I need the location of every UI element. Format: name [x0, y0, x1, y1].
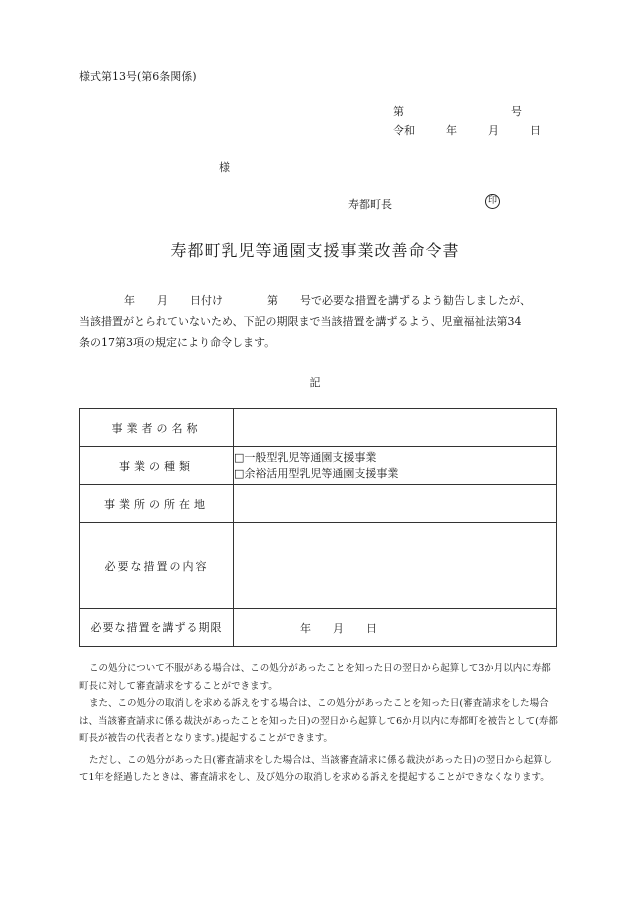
label-deadline: 必要な措置を講ずる期限	[80, 609, 234, 647]
label-business-name: 事業者の名称	[80, 409, 234, 447]
date-month: 月	[488, 124, 499, 137]
ki-heading: 記	[309, 376, 321, 389]
date-day: 日	[530, 124, 541, 137]
issue-date	[393, 122, 541, 138]
label-business-type: 事業の種類	[80, 447, 234, 485]
value-deadline[interactable]: 年 月 日	[234, 609, 557, 647]
value-business-type	[234, 447, 557, 485]
order-body-line-3: 条の17第3項の規定により命令します。	[79, 336, 276, 349]
order-body	[79, 290, 559, 353]
table-row	[80, 485, 557, 523]
value-business-name[interactable]	[234, 409, 557, 447]
date-era: 令和	[393, 124, 415, 137]
table-row	[80, 609, 557, 647]
table-row	[80, 409, 557, 447]
details-table	[79, 408, 557, 647]
seal-mark: 印	[485, 194, 500, 209]
addressee-suffix: 様	[219, 161, 230, 174]
option-surplus-type[interactable]: □余裕活用型乳児等通園支援事業	[234, 466, 399, 480]
note-paragraph-3: ただし、この処分があった日(審査請求をした場合は、当該審査請求に係る裁決があった日)の翌日から起算して1年を経過したときは、審査請求をし、及び処分の取消しを求める訴えを提起することができなくなります。	[79, 754, 553, 783]
appeal-notes	[79, 660, 559, 787]
label-required-measures: 必要な措置の内容	[80, 523, 234, 609]
value-required-measures[interactable]	[234, 523, 557, 609]
table-row	[80, 447, 557, 485]
date-year: 年	[446, 124, 457, 137]
option-general-type[interactable]: □一般型乳児等通園支援事業	[234, 450, 377, 464]
document-number-suffix: 号	[511, 105, 522, 118]
note-paragraph-2: また、この処分の取消しを求める訴えをする場合は、この処分があったことを知った日(審査請求をした場合は、当該審査請求に係る裁決があったことを知った日)の翌日から起算して6か月以内に寿都町を被告として(寿都町長が被告の代表者となります。)提起することができます。	[79, 698, 558, 744]
document-number-prefix: 第	[393, 105, 404, 118]
document-title: 寿都町乳児等通園支援事業改善命令書	[170, 241, 460, 260]
issuer-name: 寿都町長	[348, 198, 392, 211]
order-body-line-1: 年 月 日付け 第 号で必要な措置を講ずるよう勧告しましたが、	[124, 294, 531, 307]
label-office-address: 事業所の所在地	[80, 485, 234, 523]
order-body-line-2: 当該措置がとられていないため、下記の期限まで当該措置を講ずるよう、児童福祉法第34	[79, 315, 522, 328]
table-row	[80, 523, 557, 609]
note-paragraph-1: この処分について不服がある場合は、この処分があったことを知った日の翌日から起算して3か月以内に寿都町長に対して審査請求をすることができます。	[79, 663, 551, 692]
form-number: 様式第13号(第6条関係)	[79, 70, 197, 83]
value-office-address[interactable]	[234, 485, 557, 523]
